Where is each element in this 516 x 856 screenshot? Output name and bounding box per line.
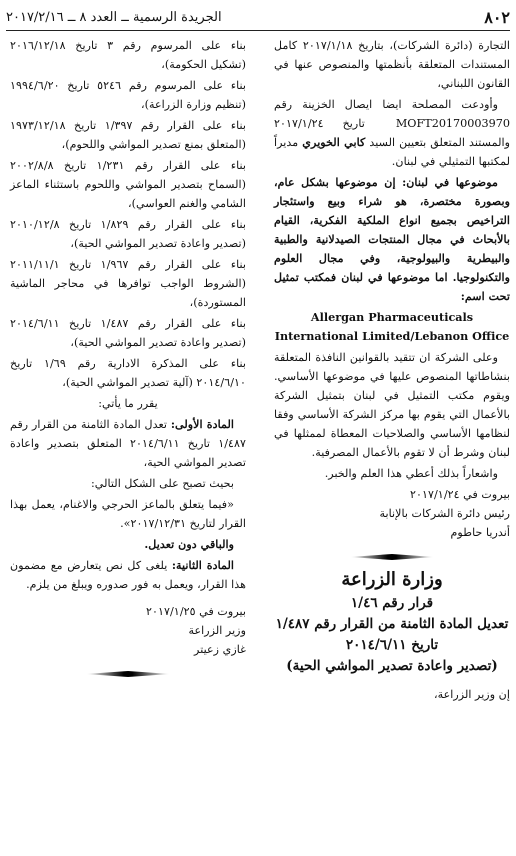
article-one: المادة الأولى: تعدل المادة الثامنة من القرار رقم ١/٤٨٧ تاريخ ٢٠١٤/٦/١١ المتعلق بتصدير واعادة تصدير المواشي الحية، — [10, 417, 247, 469]
legal-reference: بناء على القرار رقم ١/٣٩٧ تاريخ ١٩٧٣/١٢/١٨ (المتعلق بمنع تصدير المواشي واللحوم)، — [10, 119, 246, 151]
end-separator — [86, 671, 170, 677]
paragraph-obligations: وعلى الشركة ان تتقيد بالقوانين النافذة المتعلقة بنشاطاتها المنصوص عليها في موضوعها الأساسي. ويقوم مكتب التمثيل في لبنان بتمثيل الشركة بالأعمال التي يقوم بها مركز الشركة الأساسي وفقا لنظامها الأساسي والصلاحيات المعطاة لممثلها في لبنان وشرط أن لا تقوم بالأعمال المصرفية. — [274, 351, 510, 459]
signatory-name: أندريا حاطوم — [450, 526, 510, 539]
minister-signature — [10, 602, 246, 659]
issue-date: بيروت في ٢٠١٧/١/٢٤ — [410, 488, 510, 501]
decision-date: بيروت في ٢٠١٧/١/٢٥ — [146, 605, 246, 618]
paragraph-notice: واشعاراً بذلك أعطي هذا العلم والخبر. — [324, 467, 498, 480]
legal-reference: بناء على القرار رقم ١/٩٦٧ تاريخ ٢٠١١/١١/١ (الشروط الواجب توافرها في محاجر الماشية المستوردة)، — [10, 258, 246, 309]
companies-signature — [274, 485, 510, 542]
article-one-continuation: بحيث تصبح على الشكل التالي: — [91, 477, 234, 490]
decision-title-line1: تعديل المادة الثامنة من القرار رقم ١/٤٨٧ — [275, 616, 509, 632]
minister-name: غازي زعيتر — [194, 643, 246, 656]
article-two: المادة الثانية: يلغى كل نص يتعارض مع مضمون هذا القرار، ويعمل به فور صدوره ويبلغ من يلزم. — [10, 558, 246, 591]
left-column — [10, 36, 246, 687]
rest-unchanged: والباقي دون تعديل. — [144, 537, 234, 551]
article-one-label: المادة الأولى: — [170, 417, 234, 431]
legal-reference: بناء على المرسوم رقم ٥٢٤٦ تاريخ ١٩٩٤/٦/٢٠ (تنظيم وزارة الزراعة)، — [10, 79, 247, 111]
header-divider — [6, 30, 510, 31]
company-purpose: موضوعها في لبنان: إن موضوعها بشكل عام، وبصورة مختصرة، هو شراء وبيع واستئجار التراخيص بجميع انواع الملكية الفكرية، القيام بالأبحاث في مجال المنتجات الصيدلانية والطبية والبيطرية والبيولوجية، وفي مجال العلوم والتكنولوجيا. اما موضوعها في لبنان فمكتب تمثيل تحت اسم: — [274, 175, 510, 303]
amended-text-quote: «فيما يتعلق بالماعز الحرجي والاغنام، يعمل بهذا القرار لتاريخ ٢٠١٧/١٢/٣١». — [10, 498, 246, 530]
ministry-heading: وزارة الزراعة — [341, 569, 443, 590]
receipt-number: MOFT20170003970 — [395, 117, 510, 130]
section-separator — [350, 554, 434, 560]
legal-reference: بناء على القرار رقم ١/٢٣١ تاريخ ٢٠٠٢/٨/٨ (السماح بتصدير المواشي واللحوم باستثناء الماعز الشامي والغنم العواسي)، — [10, 159, 246, 210]
company-name: Allergan Pharmaceuticals International Limited/Lebanon Office — [274, 310, 510, 343]
page-number: ٨٠٢ — [484, 7, 510, 27]
paragraph-registration: التجارة (دائرة الشركات)، بتاريخ ٢٠١٧/١/١٨ كامل المستندات المتعلقة بأنظمتها والمنصوص عنها في القانون اللبناني، — [274, 39, 510, 90]
decision-number: قرار رقم ١/٤٦ — [350, 595, 434, 611]
manager-name: كابي الخويري — [302, 135, 366, 149]
legal-reference: بناء على المرسوم رقم ٣ تاريخ ٢٠١٦/١٢/١٨ (تشكيل الحكومة)، — [10, 39, 246, 71]
paragraph-receipt: وأودعت المصلحة ايضا ايصال الخزينة رقم MOFT20170003970 تاريخ ٢٠١٧/١/٢٤ والمستند المتعلق بتعيين السيد كابي الخويري مديراً لمكتبها التمثيلي في لبنان. — [274, 98, 511, 168]
minister-title: وزير الزراعة — [188, 624, 246, 637]
minister-intro: إن وزير الزراعة، — [433, 688, 510, 701]
legal-reference: بناء على القرار رقم ١/٨٢٩ تاريخ ٢٠١٠/١٢/٨ (تصدير واعادة تصدير المواشي الحية)، — [10, 218, 246, 250]
decision-title-line2: تاريخ ٢٠١٤/٦/١١ — [345, 637, 439, 653]
legal-reference: بناء على القرار رقم ١/٤٨٧ تاريخ ٢٠١٤/٦/١١ (تصدير واعادة تصدير المواشي الحية)، — [10, 317, 246, 349]
article-two-label: المادة الثانية: — [171, 558, 234, 572]
decision-title-line3: (تصدير واعادة تصدير المواشي الحية) — [286, 658, 498, 674]
page-header — [6, 6, 510, 28]
legal-reference: بناء على المذكرة الادارية رقم ١/٦٩ تاريخ ٢٠١٤/٦/١٠ (آلية تصدير المواشي الحية)، — [10, 357, 246, 389]
signatory-title: رئيس دائرة الشركات بالإنابة — [379, 507, 510, 520]
right-column — [274, 36, 510, 706]
decides-heading: يقرر ما يأتي: — [98, 397, 158, 410]
journal-title: الجريدة الرسمية ــ العدد ٨ ــ ٢٠١٧/٢/١٦ — [6, 9, 222, 25]
